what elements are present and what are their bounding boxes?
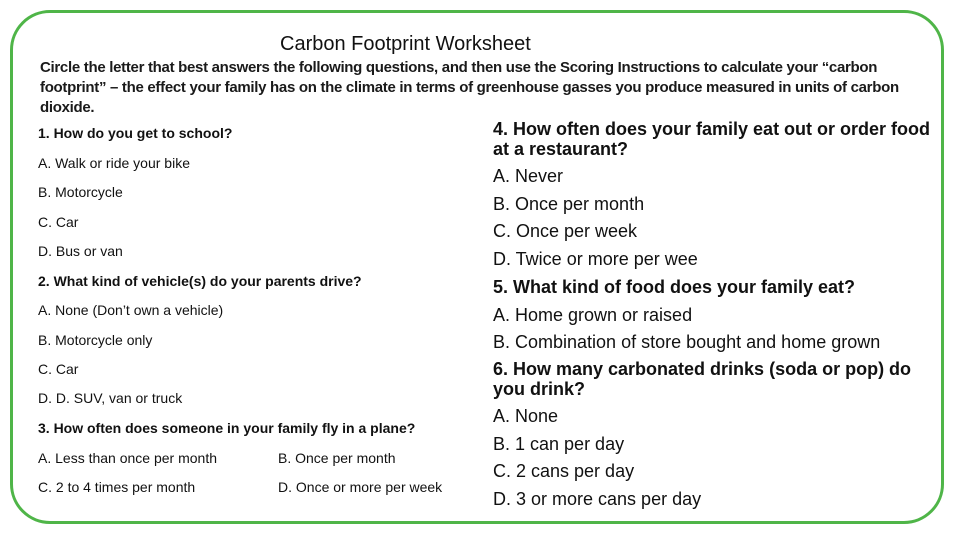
q1-option-d[interactable]: D. Bus or van bbox=[38, 243, 123, 259]
q1-option-c[interactable]: C. Car bbox=[38, 214, 79, 230]
question-5: 5. What kind of food does your family eat? bbox=[493, 276, 856, 297]
q6-option-c[interactable]: C. 2 cans per day bbox=[493, 461, 635, 482]
q3-option-c[interactable]: C. 2 to 4 times per month bbox=[38, 479, 196, 495]
question-4: 4. How often does your family eat out or order food at a restaurant? bbox=[493, 119, 931, 159]
q6-option-a[interactable]: A. None bbox=[493, 405, 559, 426]
q3-option-a[interactable]: A. Less than once per month bbox=[38, 450, 217, 466]
question-2: 2. What kind of vehicle(s) do your parents drive? bbox=[38, 273, 362, 289]
q2-option-a[interactable]: A. None (Don’t own a vehicle) bbox=[38, 302, 224, 318]
q5-option-a[interactable]: A. Home grown or raised bbox=[493, 304, 693, 325]
q2-option-d[interactable]: D. D. SUV, van or truck bbox=[38, 390, 183, 406]
question-1: 1. How do you get to school? bbox=[38, 125, 233, 141]
worksheet-instructions: Circle the letter that best answers the following questions, and then use the Scoring Instructions to calculate your “carbon footprint” – the effect your family has on the climate in terms of greenhouse gasses you produce measured in units of carbon dioxide. bbox=[40, 59, 899, 116]
q3-option-b[interactable]: B. Once per month bbox=[278, 450, 396, 466]
q2-option-c[interactable]: C. Car bbox=[38, 361, 79, 377]
q1-option-a[interactable]: A. Walk or ride your bike bbox=[38, 155, 190, 171]
q4-option-a[interactable]: A. Never bbox=[493, 166, 564, 186]
q6-option-d[interactable]: D. 3 or more cans per day bbox=[493, 489, 702, 510]
q1-option-b[interactable]: B. Motorcycle bbox=[38, 184, 123, 200]
q4-option-c[interactable]: C. Once per week bbox=[493, 221, 638, 242]
worksheet-title: Carbon Footprint Worksheet bbox=[280, 33, 531, 55]
q2-option-b[interactable]: B. Motorcycle only bbox=[38, 332, 153, 348]
question-6: 6. How many carbonated drinks (soda or pop) do you drink? bbox=[493, 358, 912, 399]
q6-option-b[interactable]: B. 1 can per day bbox=[493, 433, 625, 454]
question-3: 3. How often does someone in your family fly in a plane? bbox=[38, 420, 416, 436]
q4-option-b[interactable]: B. Once per month bbox=[493, 193, 645, 214]
right-column bbox=[493, 117, 933, 514]
q3-option-d[interactable]: D. Once or more per week bbox=[278, 479, 443, 495]
q5-option-b[interactable]: B. Combination of store bought and home grown bbox=[493, 332, 881, 353]
q4-option-d[interactable]: D. Twice or more per wee bbox=[493, 249, 698, 270]
